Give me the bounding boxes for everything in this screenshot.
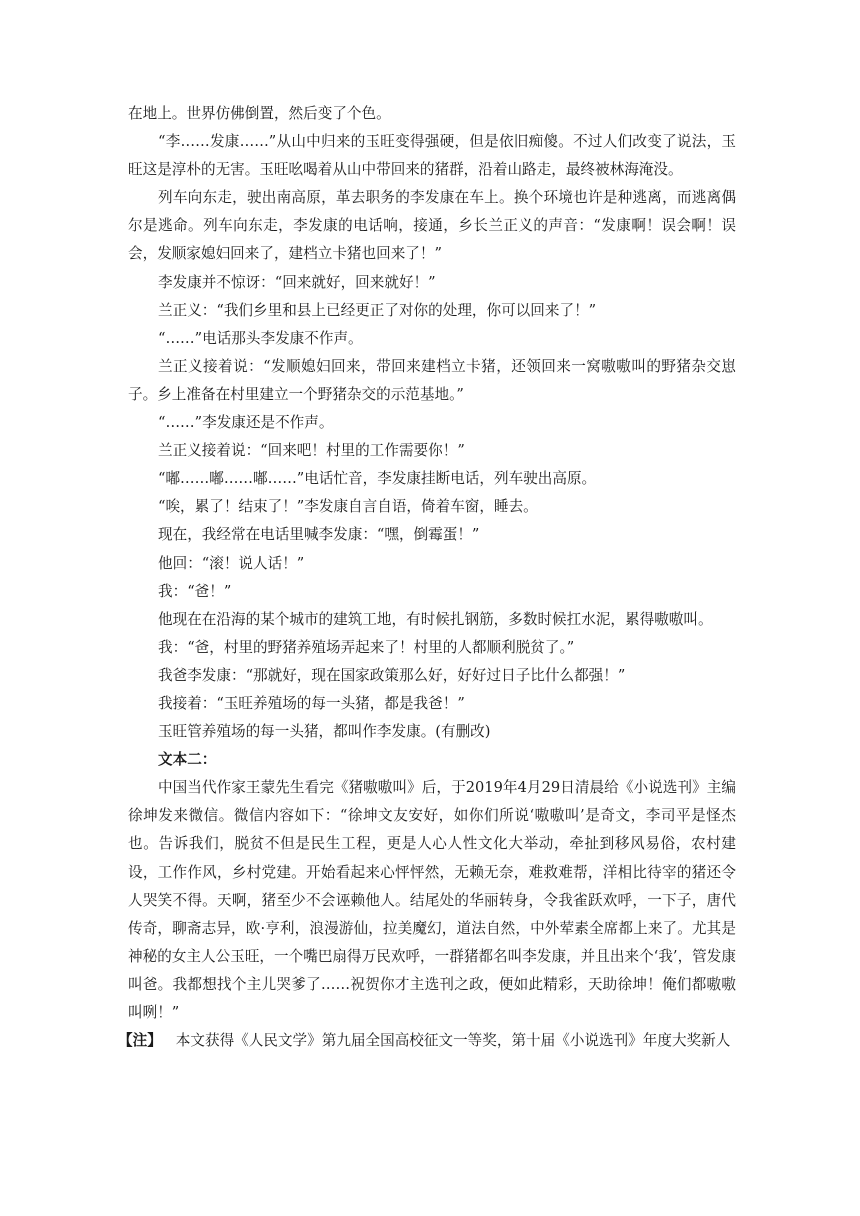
story-paragraph: 玉旺管养殖场的每一头猪，都叫作李发康。(有删改) (158, 723, 491, 741)
section-heading: 文本二： (158, 751, 217, 769)
story-paragraph: 现在，我经常在电话里喊李发康：“嘿，倒霉蛋！” (158, 526, 480, 544)
footnote (118, 1027, 738, 1055)
story-paragraph: 他回：“滚！说人话！” (158, 554, 305, 572)
story-paragraph: “……”李发康还是不作声。 (158, 414, 334, 432)
story-paragraph: “唉，累了！结束了！”李发康自言自语，倚着车窗，睡去。 (158, 498, 538, 516)
story-paragraphs (128, 100, 736, 746)
story-paragraph: “李……发康……”从山中归来的玉旺变得强硬，但是依旧痴傻。不过人们改变了说法，玉旺这是淳朴的无害。玉旺吆喝着从山中带回来的猪群，沿着山路走，最终被林海淹没。 (128, 133, 736, 179)
document-body (118, 100, 736, 1055)
story-paragraph: 兰正义接着说：“发顺媳妇回来，带回来建档立卡猪，还领回来一窝嗷嗷叫的野猪杂交崽子。乡上准备在村里建立一个野猪杂交的示范基地。” (128, 357, 736, 403)
text-two-paragraph: 中国当代作家王蒙先生看完《猪嗷嗷叫》后，于2019年4月29日清晨给《小说选刊》主编徐坤发来微信。微信内容如下：“徐坤文友安好，如你们所说‘嗷嗷叫’是奇文，李司平是怪杰也。告诉我们，脱贫不但是民生工程，更是人心人性文化大举动，牵扯到移风易俗，农村建设，工作作风，乡村党建。开始看起来心怦怦然，无赖无奈，难救难帮，洋相比待宰的猪还令人哭笑不得。天啊，猪至少不会诬赖他人。结尾处的华丽转身，令我雀跃欢呼，一下子，唐代传奇，聊斋志异，欧·亨利，浪漫游仙，拉美魔幻，道法自然，中外荤素全席都上来了。尤其是神秘的女主人公玉旺，一个嘴巴扇得万民欢呼，一群猪都名叫李发康，并且出来个‘我’，管发康叫爸。我都想找个主儿哭爹了……祝贺你才主选刊之政，便如此精彩，天助徐坤！俺们都嗷嗷叫咧！” (128, 779, 736, 1021)
story-paragraph: 我：“爸，村里的野猪养殖场弄起来了！村里的人都顺利脱贫了。” (158, 638, 575, 656)
footnote-tag: 【注】 (118, 1032, 162, 1050)
story-paragraph: 我：“爸！” (158, 582, 232, 600)
footnote-text: 本文获得《人民文学》第九届全国高校征文一等奖，第十届《小说选刊》年度大奖新人 (175, 1032, 731, 1050)
story-paragraph: 列车向东走，驶出南高原，革去职务的李发康在车上。换个环境也许是种逃离，而逃离偶尔是逃命。列车向东走，李发康的电话响，接通，乡长兰正义的声音：“发康啊！误会啊！误会，发顺家媳妇回来了，建档立卡猪也回来了！” (128, 189, 736, 263)
story-paragraph: “嘟……嘟……嘟……”电话忙音，李发康挂断电话，列车驶出高原。 (158, 470, 597, 488)
story-paragraph: 兰正义：“我们乡里和县上已经更正了对你的处理，你可以回来了！” (158, 301, 597, 319)
story-paragraph: “……”电话那头李发康不作声。 (158, 329, 363, 347)
story-paragraph: 我爸李发康：“那就好，现在国家政策那么好，好好过日子比什么都强！” (158, 666, 626, 684)
story-paragraph: 在地上。世界仿佛倒置，然后变了个色。 (128, 105, 391, 122)
story-paragraph: 他现在在沿海的某个城市的建筑工地，有时候扎钢筋，多数时候扛水泥，累得嗷嗷叫。 (158, 610, 713, 628)
story-paragraph: 我接着：“玉旺养殖场的每一头猪，都是我爸！” (158, 694, 465, 712)
story-paragraph: 李发康并不惊讶：“回来就好，回来就好！” (158, 273, 436, 291)
story-paragraph: 兰正义接着说：“回来吧！村里的工作需要你！” (158, 442, 465, 460)
